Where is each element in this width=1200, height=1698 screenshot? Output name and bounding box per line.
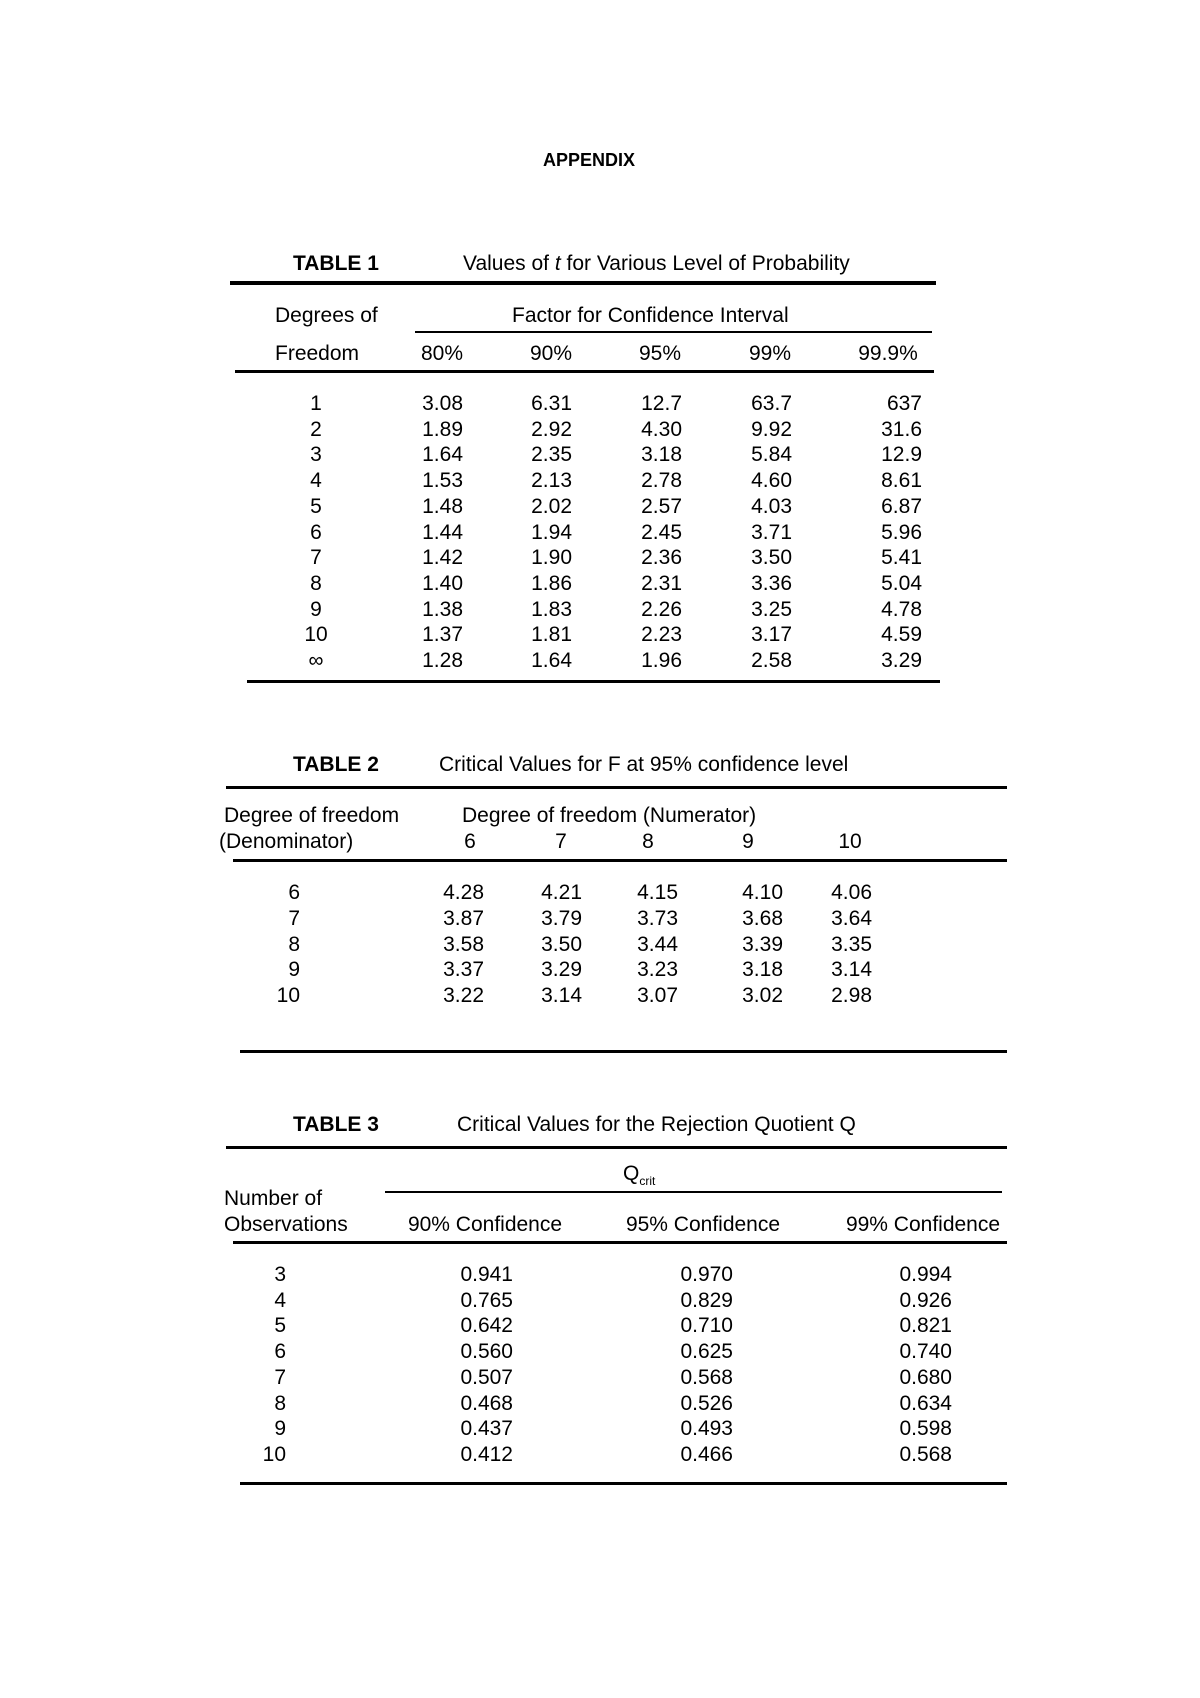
- table2-cell: 3.73: [637, 906, 678, 930]
- table1-cell: 1.38: [422, 597, 463, 621]
- table1-cell: 1.53: [422, 469, 463, 493]
- table2-cell: 3.14: [541, 984, 582, 1008]
- table1-bottom-rule: [247, 680, 940, 683]
- table1-col-header: 99%: [748, 342, 792, 365]
- table3-cell: 0.437: [460, 1417, 513, 1441]
- table3-cell: 0.466: [680, 1442, 733, 1466]
- table1-cell: 1.28: [422, 649, 463, 672]
- table2-col-header: 10: [838, 830, 862, 853]
- table1-header-left-1: Degrees of: [275, 304, 378, 327]
- table1-title-var: t: [554, 252, 561, 275]
- table2-cell: 3.23: [637, 958, 678, 982]
- table2-col-header: 7: [555, 830, 567, 853]
- table1-cell: 3.36: [751, 571, 792, 595]
- table2-cell: 3.64: [831, 906, 872, 930]
- table3-cell: 0.680: [899, 1365, 952, 1389]
- table3-row-n: 3: [274, 1263, 286, 1286]
- table1-cell: 1.42: [422, 546, 463, 570]
- table3-col-header: 99% Confidence: [845, 1213, 1001, 1236]
- table1-row-df: ∞: [308, 649, 324, 672]
- page-heading: APPENDIX: [543, 150, 636, 170]
- table1-cell: 4.30: [641, 417, 682, 441]
- table2-row-df: 10: [276, 984, 300, 1008]
- table1-cell: 1.83: [531, 597, 572, 621]
- table2-label: TABLE 2: [293, 753, 379, 776]
- table1-cell: 2.45: [641, 520, 682, 544]
- table1-cell: 2.92: [531, 417, 572, 441]
- table3-bottom-rule: [240, 1482, 1007, 1485]
- table3-cell: 0.821: [899, 1314, 952, 1338]
- table3-row-n: 7: [274, 1365, 286, 1389]
- table1-row-df: 10: [304, 623, 328, 647]
- table1-cell: 2.35: [531, 443, 572, 467]
- table1-cell: 2.13: [531, 469, 572, 493]
- table1-cell: 12.7: [641, 392, 682, 415]
- table1-cell: 2.31: [641, 571, 682, 595]
- table1-row-df: 1: [310, 392, 322, 415]
- table1-col-header: 90%: [529, 342, 573, 365]
- table2-header-group: Degree of freedom (Numerator): [462, 804, 757, 827]
- table3-cell: 0.765: [460, 1288, 513, 1312]
- table1-cell: 1.48: [422, 494, 463, 518]
- table3-cell: 0.468: [460, 1391, 513, 1415]
- table1-cell: 2.26: [641, 597, 682, 621]
- table1-row-df: 7: [310, 546, 322, 570]
- table1-cell: 2.23: [641, 623, 682, 647]
- table1-row-df: 6: [310, 520, 322, 544]
- table3-row-n: 10: [262, 1442, 286, 1466]
- table1-label: TABLE 1: [293, 252, 379, 275]
- table2-cell: 3.29: [541, 958, 582, 982]
- table1-cell: 12.9: [881, 443, 922, 467]
- table1-cell: 4.59: [881, 623, 922, 647]
- table2-row-df: 7: [288, 906, 300, 930]
- table3-cell: 0.926: [899, 1288, 952, 1312]
- table3-cell: 0.994: [899, 1263, 952, 1286]
- table1-cell: 2.58: [751, 649, 792, 672]
- table1-cell: 2.02: [531, 494, 572, 518]
- table3-cell: 0.642: [460, 1314, 513, 1338]
- table1-cell: 5.84: [751, 443, 792, 467]
- table3-row-n: 9: [274, 1417, 286, 1441]
- table1-header-left-2: Freedom: [275, 342, 360, 365]
- table1-col-header: 99.9%: [858, 342, 918, 365]
- table3-top-rule: [226, 1146, 1007, 1149]
- table2-cell: 3.79: [541, 906, 582, 930]
- table3-cell: 0.634: [899, 1391, 952, 1415]
- table1-cell: 3.29: [881, 649, 922, 672]
- table1-cell: 3.08: [422, 392, 463, 415]
- table2-title: Critical Values for F at 95% confidence level: [439, 753, 849, 776]
- table1-title: [463, 252, 850, 276]
- table3-col-header: 90% Confidence: [407, 1213, 563, 1236]
- table1-cell: 3.17: [751, 623, 792, 647]
- table1-cell: 637: [886, 392, 922, 415]
- table1-cell: 6.87: [881, 494, 922, 518]
- table3-cell: 0.526: [680, 1391, 733, 1415]
- table2-cell: 3.18: [742, 958, 783, 982]
- table2-top-rule: [226, 786, 1007, 789]
- table2-header-left-1: Degree of freedom: [224, 804, 400, 827]
- table1-cell: 1.81: [531, 623, 572, 647]
- table1-cell: 1.90: [531, 546, 572, 570]
- table1-group-rule: [415, 331, 932, 333]
- table1-cell: 1.86: [531, 571, 572, 595]
- table2-cell: 3.35: [831, 932, 872, 956]
- table1-cell: 63.7: [751, 392, 792, 415]
- table1-cell: 4.60: [751, 469, 792, 493]
- table1-cell: 2.57: [641, 494, 682, 518]
- table2-cell: 3.68: [742, 906, 783, 930]
- table1-row-df: 5: [310, 494, 322, 518]
- table1-cell: 1.44: [422, 520, 463, 544]
- table2-col-header: 8: [642, 830, 654, 853]
- table1-header-rule: [235, 370, 934, 373]
- table3-cell: 0.625: [680, 1340, 733, 1364]
- table3-cell: 0.970: [680, 1263, 733, 1286]
- table3-cell: 0.710: [680, 1314, 733, 1338]
- table3-header-group: [623, 1162, 655, 1193]
- table1-cell: 2.36: [641, 546, 682, 570]
- table3-col-header: 95% Confidence: [625, 1213, 781, 1236]
- table1-cell: 5.04: [881, 571, 922, 595]
- table2-cell: 3.22: [443, 984, 484, 1008]
- table3-q-symbol: Q: [623, 1162, 640, 1185]
- table2-cell: 3.07: [637, 984, 678, 1008]
- table1-row-df: 3: [310, 443, 322, 467]
- table1-cell: 3.25: [751, 597, 792, 621]
- table3-cell: 0.568: [899, 1442, 952, 1466]
- table2-cell: 4.28: [443, 881, 484, 904]
- table3-cell: 0.598: [899, 1417, 952, 1441]
- table2-col-header: 9: [742, 830, 754, 853]
- table1-cell: 9.92: [751, 417, 792, 441]
- table1-cell: 8.61: [881, 469, 922, 493]
- table2-cell: 3.02: [742, 984, 783, 1008]
- table2-header-left-2: (Denominator): [219, 830, 354, 853]
- table2-bottom-rule: [240, 1050, 1007, 1053]
- table1-cell: 3.50: [751, 546, 792, 570]
- table2-cell: 4.10: [742, 881, 783, 904]
- table2-cell: 2.98: [831, 984, 872, 1008]
- table1-cell: 4.03: [751, 494, 792, 518]
- table1-col-header: 95%: [638, 342, 682, 365]
- table3-header-left-2: Observations: [224, 1213, 348, 1236]
- table2-cell: 3.37: [443, 958, 484, 982]
- table1-title-post: for Various Level of Probability: [560, 252, 850, 275]
- table2-cell: 3.39: [742, 932, 783, 956]
- table1-cell: 1.64: [422, 443, 463, 467]
- table2-cell: 3.58: [443, 932, 484, 956]
- table2-cell: 4.06: [831, 881, 872, 904]
- table1-row-df: 4: [310, 469, 322, 493]
- table1-cell: 3.71: [751, 520, 792, 544]
- table3-cell: 0.412: [460, 1442, 513, 1466]
- table1-cell: 1.40: [422, 571, 463, 595]
- table2-cell: 3.14: [831, 958, 872, 982]
- table3-group-rule: [385, 1191, 1002, 1193]
- table3-label: TABLE 3: [293, 1113, 379, 1136]
- table1-title-pre: Values of: [463, 252, 555, 275]
- table3-header-left-1: Number of: [224, 1187, 323, 1210]
- table3-cell: 0.941: [460, 1263, 513, 1286]
- table1-row-df: 8: [310, 571, 322, 595]
- table2-header-rule: [233, 859, 1007, 862]
- table1-cell: 5.96: [881, 520, 922, 544]
- table3-cell: 0.740: [899, 1340, 952, 1364]
- table3-cell: 0.493: [680, 1417, 733, 1441]
- table1-col-header: 80%: [420, 342, 464, 365]
- table3-row-n: 6: [274, 1340, 286, 1364]
- table1-cell: 1.89: [422, 417, 463, 441]
- table3-cell: 0.568: [680, 1365, 733, 1389]
- table3-cell: 0.560: [460, 1340, 513, 1364]
- table1-cell: 1.64: [531, 649, 572, 672]
- table2-cell: 3.87: [443, 906, 484, 930]
- table3-cell: 0.829: [680, 1288, 733, 1312]
- table1-cell: 5.41: [881, 546, 922, 570]
- table2-row-df: 8: [288, 932, 300, 956]
- table1-header-group: Factor for Confidence Interval: [512, 304, 789, 327]
- table2-cell: 4.21: [541, 881, 582, 904]
- table2-row-df: 6: [288, 881, 300, 904]
- table1-top-rule: [230, 281, 936, 285]
- table2-cell: 3.44: [637, 932, 678, 956]
- table3-row-n: 5: [274, 1314, 286, 1338]
- table1-row-df: 9: [310, 597, 322, 621]
- table2-col-header: 6: [464, 830, 476, 853]
- table3-header-rule: [233, 1241, 1007, 1244]
- table3-row-n: 4: [274, 1288, 286, 1312]
- table2-cell: 4.15: [637, 881, 678, 904]
- table3-cell: 0.507: [460, 1365, 513, 1389]
- table2-cell: 3.50: [541, 932, 582, 956]
- table1-cell: 31.6: [881, 417, 922, 441]
- table1-cell: 3.18: [641, 443, 682, 467]
- table2-row-df: 9: [288, 958, 300, 982]
- table1-cell: 1.94: [531, 520, 572, 544]
- table3-row-n: 8: [274, 1391, 286, 1415]
- table1-cell: 6.31: [531, 392, 572, 415]
- table1-row-df: 2: [310, 417, 322, 441]
- table1-cell: 1.37: [422, 623, 463, 647]
- table3-title: Critical Values for the Rejection Quotient Q: [457, 1113, 856, 1136]
- table1-cell: 2.78: [641, 469, 682, 493]
- table1-cell: 1.96: [641, 649, 682, 672]
- table3-q-subscript: crit: [639, 1174, 656, 1189]
- table1-cell: 4.78: [881, 597, 922, 621]
